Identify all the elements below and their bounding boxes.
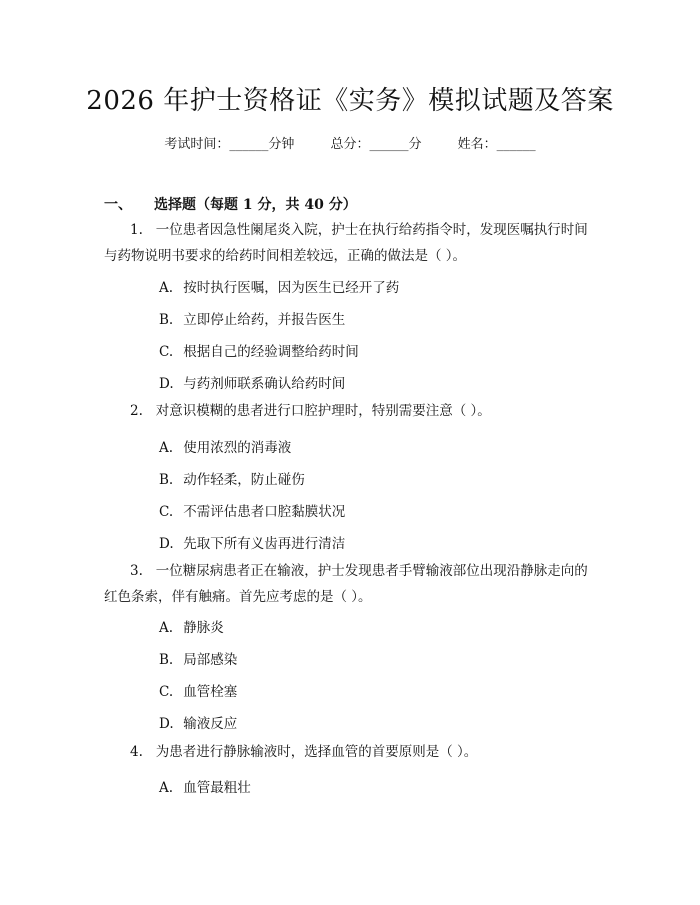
option-letter: C.: [159, 684, 174, 700]
option-letter: D.: [159, 376, 174, 392]
question-4: [104, 739, 604, 765]
option-1c: [159, 340, 359, 360]
option-letter: A.: [159, 620, 174, 636]
option-text: 不需评估患者口腔黏膜状况: [183, 504, 346, 520]
question-text-line1: 一位糖尿病患者正在输液，护士发现患者手臂输液部位出现沿静脉走向的: [155, 563, 588, 579]
question-1: [104, 217, 604, 269]
option-letter: A.: [159, 280, 174, 296]
option-text: 根据自己的经验调整给药时间: [183, 344, 359, 360]
option-3d: [159, 712, 237, 732]
question-number: 1.: [130, 222, 143, 238]
option-text: 输液反应: [183, 716, 238, 732]
option-text: 按时执行医嘱，因为医生已经开了药: [183, 280, 400, 296]
option-3c: [159, 680, 237, 700]
option-text: 静脉炎: [183, 620, 224, 636]
option-text: 与药剂师联系确认给药时间: [183, 376, 346, 392]
option-text: 使用浓烈的消毒液: [183, 440, 292, 456]
question-number: 3.: [130, 563, 143, 579]
option-2c: [159, 500, 345, 520]
option-text: 局部感染: [183, 652, 238, 668]
option-1a: [159, 276, 399, 296]
section-heading: [104, 194, 357, 214]
question-number: 2.: [130, 403, 143, 419]
exam-meta: [0, 133, 700, 152]
option-text: 先取下所有义齿再进行清洁: [183, 536, 346, 552]
section-label: 选择题（每题 1 分，共 40 分）: [154, 197, 357, 213]
exam-name: 姓名：______: [457, 137, 536, 152]
option-text: 立即停止给药，并报告医生: [183, 312, 346, 328]
option-letter: A.: [159, 440, 174, 456]
exam-time: 考试时间：______分钟: [164, 137, 295, 152]
option-1d: [159, 372, 345, 392]
option-1b: [159, 308, 345, 328]
option-2b: [159, 468, 305, 488]
option-3b: [159, 648, 237, 668]
option-letter: D.: [159, 536, 174, 552]
question-text-line1: 对意识模糊的患者进行口腔护理时，特别需要注意（ ）。: [155, 403, 491, 419]
question-text-line2: 红色条索，伴有触痛。首先应考虑的是（ ）。: [104, 589, 372, 605]
option-text: 血管栓塞: [183, 684, 238, 700]
section-number: 一、: [104, 197, 132, 213]
page-title: 2026 年护士资格证《实务》模拟试题及答案: [86, 86, 614, 116]
option-text: 动作轻柔，防止碰伤: [183, 472, 305, 488]
question-number: 4.: [130, 744, 143, 760]
option-4a: [159, 776, 251, 796]
question-3: [104, 558, 604, 610]
option-letter: B.: [159, 312, 174, 328]
option-2d: [159, 532, 345, 552]
option-letter: D.: [159, 716, 174, 732]
question-text-line1: 一位患者因急性阑尾炎入院，护士在执行给药指令时，发现医嘱执行时间: [155, 222, 588, 238]
exam-score: 总分：______分: [330, 137, 422, 152]
option-letter: B.: [159, 652, 174, 668]
question-text-line2: 与药物说明书要求的给药时间相差较远，正确的做法是（ ）。: [104, 248, 467, 264]
option-letter: C.: [159, 504, 174, 520]
option-2a: [159, 436, 291, 456]
question-text-line1: 为患者进行静脉输液时，选择血管的首要原则是（ ）。: [155, 744, 478, 760]
question-2: [104, 398, 604, 424]
option-letter: B.: [159, 472, 174, 488]
option-letter: A.: [159, 780, 174, 796]
option-3a: [159, 616, 224, 636]
option-text: 血管最粗壮: [183, 780, 251, 796]
option-letter: C.: [159, 344, 174, 360]
